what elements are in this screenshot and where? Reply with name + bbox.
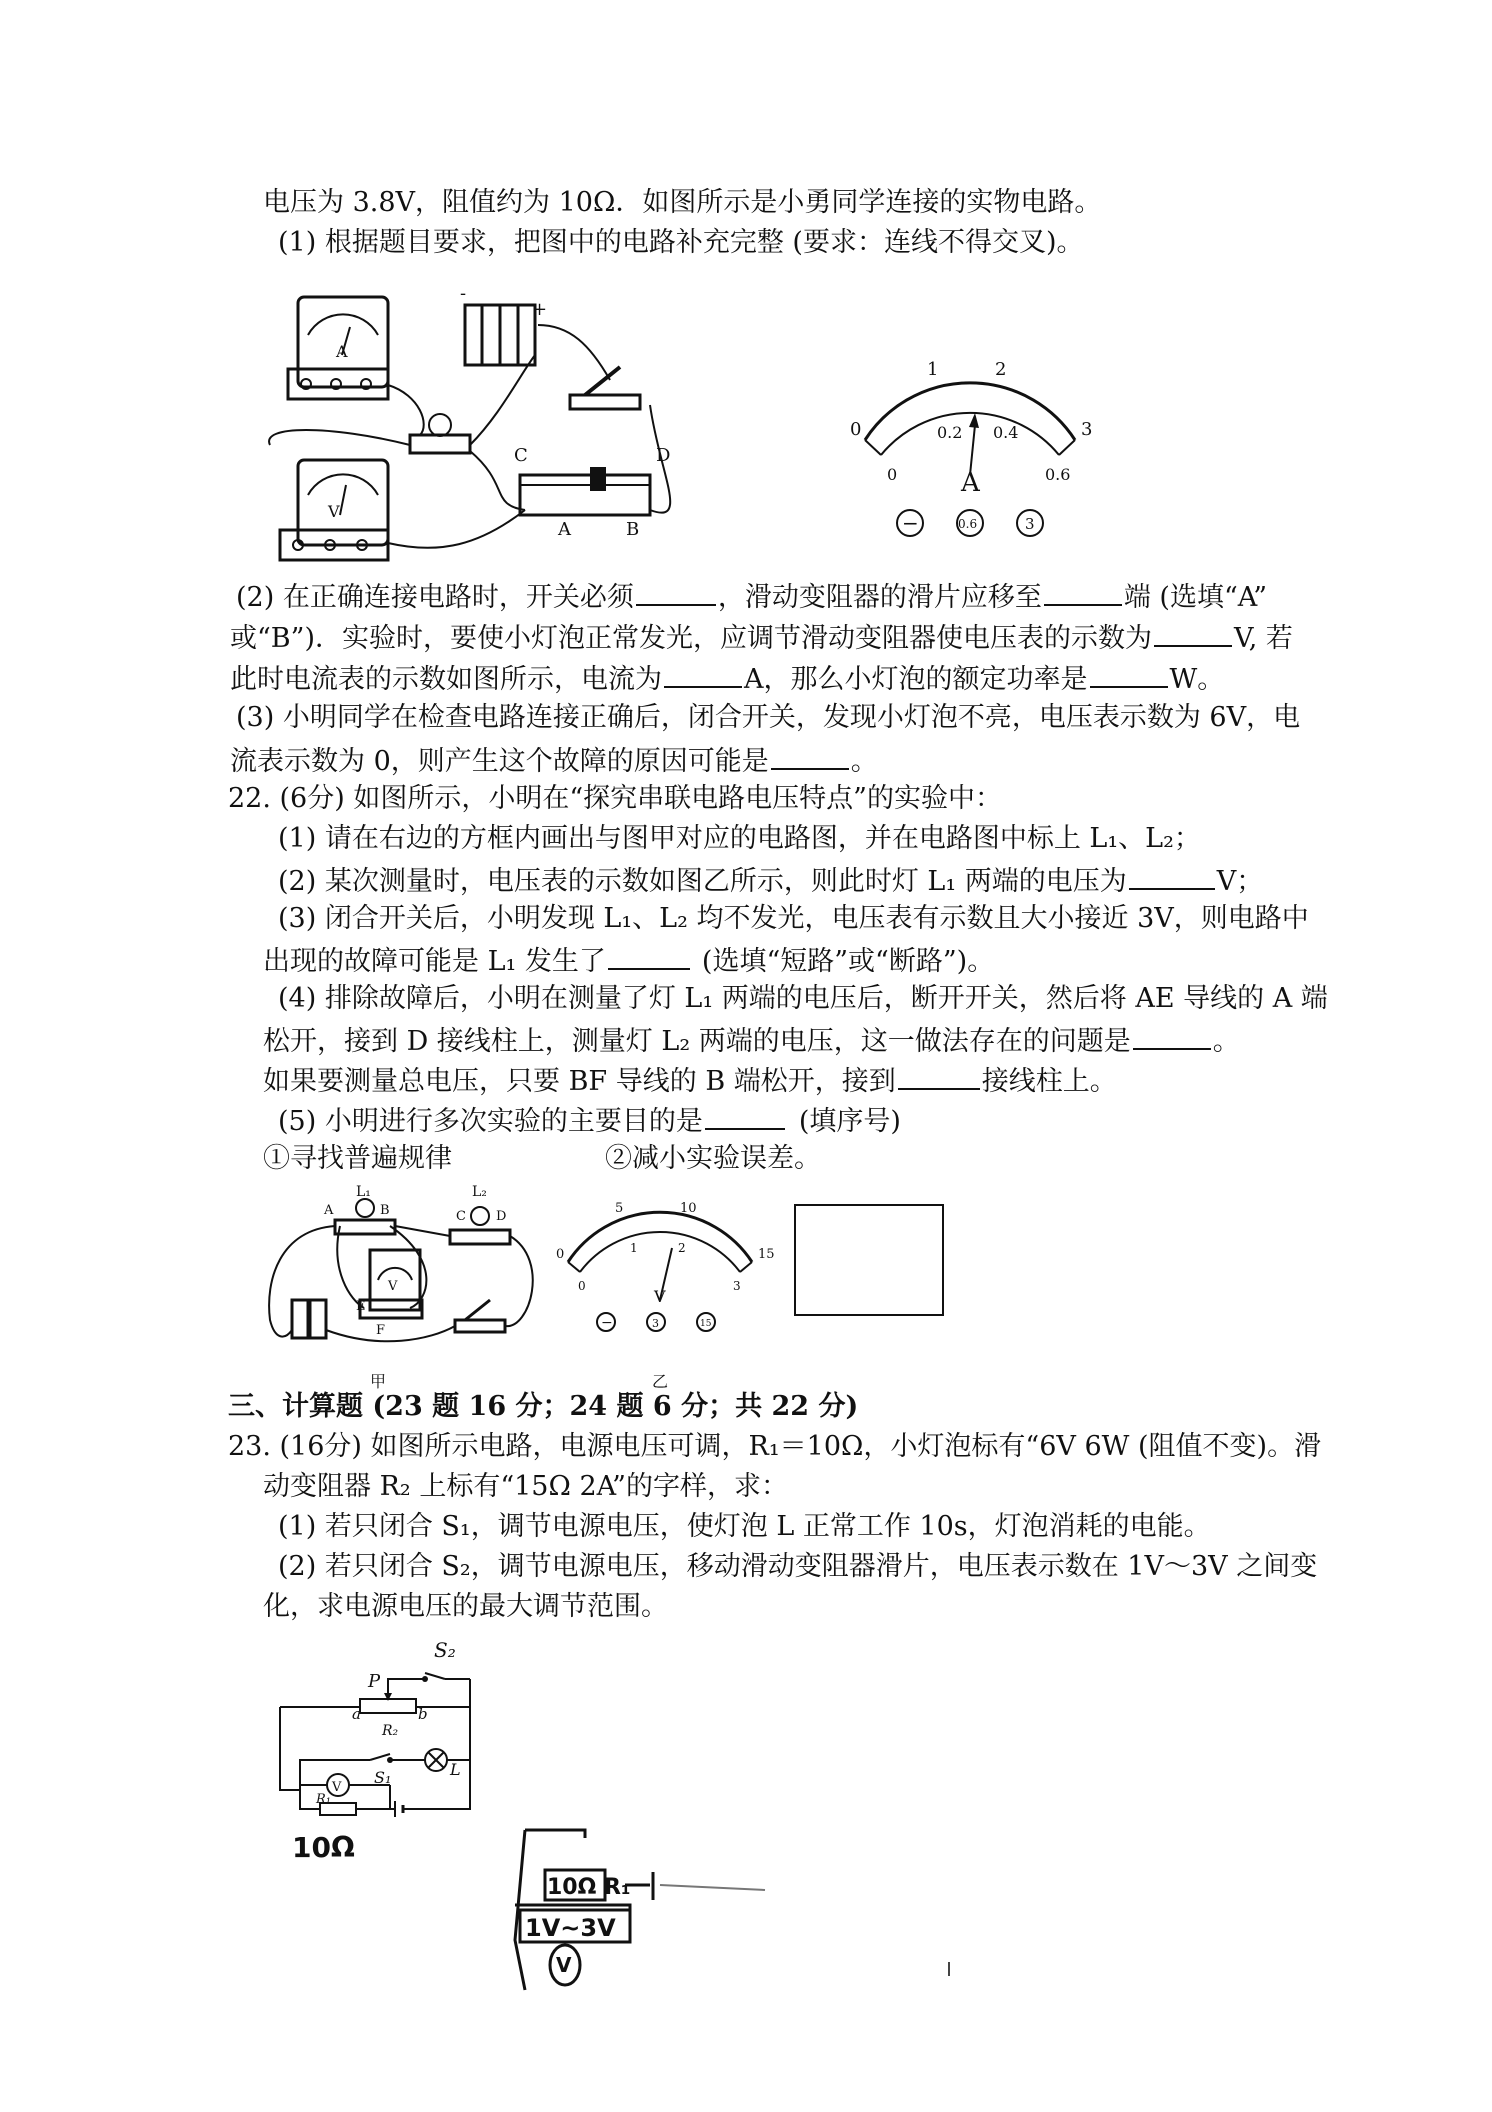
scan-mark xyxy=(948,1962,950,1976)
svg-text:A: A xyxy=(961,468,980,498)
svg-text:1: 1 xyxy=(927,359,939,380)
svg-text:1V~3V: 1V~3V xyxy=(525,1914,616,1942)
q22-part4-line2: 松开，接到 D 接线柱上，测量灯 L₂ 两端的电压，这一做法存在的问题是 。 xyxy=(263,1022,1240,1059)
lamp-icon xyxy=(410,414,470,453)
svg-text:C: C xyxy=(456,1209,466,1224)
svg-text:10: 10 xyxy=(680,1201,697,1216)
svg-text:E: E xyxy=(356,1299,366,1314)
svg-text:0.2: 0.2 xyxy=(937,423,963,442)
svg-text:15: 15 xyxy=(758,1247,775,1262)
svg-text:P: P xyxy=(368,1671,381,1692)
svg-text:2: 2 xyxy=(995,359,1007,380)
section-title: 三、计算题 (23 题 16 分；24 题 6 分；共 22 分) xyxy=(228,1391,859,1422)
ammeter-dial xyxy=(850,359,1092,536)
q22-option-2: ②减小实验误差。 xyxy=(605,1143,821,1174)
q22-part2: (2) 某次测量时，电压表的示数如图乙所示，则此时灯 L₁ 两端的电压为 V； xyxy=(278,862,1263,899)
series-circuit-photo xyxy=(269,1184,533,1341)
q23-head-line1: 23. (16分) 如图所示电路，电源电压可调，R₁＝10Ω，小灯泡标有“6V 6W (阻值不变)。滑 xyxy=(228,1431,1322,1462)
svg-text:A: A xyxy=(324,1203,334,1218)
svg-text:b: b xyxy=(418,1705,428,1723)
q21-part2-line2: 或“B”)．实验时，要使小灯泡正常发光，应调节滑动变阻器使电压表的示数为 V, 若 xyxy=(230,619,1293,656)
svg-text:3: 3 xyxy=(733,1279,741,1293)
q21-circuit-figure xyxy=(270,283,1093,575)
q23-part2-line2: 化，求电源电压的最大调节范围。 xyxy=(263,1591,668,1622)
svg-text:B: B xyxy=(626,519,640,540)
q22-part3-line1: (3) 闭合开关后，小明发现 L₁、L₂ 均不发光，电压表有示数且大小接近 3V，则电路中 xyxy=(278,903,1309,934)
answer-blank[interactable] xyxy=(1129,862,1215,890)
q21-part2-line1: (2) 在正确连接电路时，开关必须 ，滑动变阻器的滑片应移至 端 (选填“A” xyxy=(236,578,1267,615)
svg-text:甲: 甲 xyxy=(370,1372,387,1391)
answer-blank[interactable] xyxy=(636,578,716,606)
q21-part1: (1) 根据题目要求，把图中的电路补充完整 (要求：连线不得交叉)。 xyxy=(278,227,1084,258)
q23-part2-line1: (2) 若只闭合 S₂，调节电源电压，移动滑动变阻器滑片，电压表示数在 1V～3V 之间变 xyxy=(278,1551,1318,1582)
svg-text:D: D xyxy=(656,445,671,466)
svg-text:+: + xyxy=(532,299,548,320)
svg-text:0: 0 xyxy=(556,1247,565,1262)
svg-text:D: D xyxy=(496,1209,507,1224)
q23-handwritten-sketch xyxy=(505,1810,805,2010)
svg-text:S₂: S₂ xyxy=(434,1638,456,1662)
svg-text:V: V xyxy=(328,502,340,521)
svg-text:15: 15 xyxy=(700,1319,712,1329)
svg-text:A: A xyxy=(558,519,571,540)
svg-text:0: 0 xyxy=(850,419,862,440)
svg-text:A: A xyxy=(336,342,348,361)
q23-part1: (1) 若只闭合 S₁，调节电源电压，使灯泡 L 正常工作 10s，灯泡消耗的电能。 xyxy=(278,1511,1211,1542)
svg-text:10Ω: 10Ω xyxy=(292,1831,355,1864)
q21-part3-line2: 流表示数为 0，则产生这个故障的原因可能是 。 xyxy=(230,742,878,779)
svg-text:3: 3 xyxy=(1025,515,1035,533)
answer-blank[interactable] xyxy=(771,742,849,770)
svg-text:S₁: S₁ xyxy=(374,1768,392,1787)
answer-blank[interactable] xyxy=(1133,1022,1211,1050)
q21-part3-line1: (3) 小明同学在检查电路连接正确后，闭合开关，发现小灯泡不亮，电压表示数为 6V，电 xyxy=(236,702,1301,733)
voltmeter-dial xyxy=(556,1201,775,1331)
q22-option-1: ①寻找普遍规律 xyxy=(263,1143,452,1174)
answer-box xyxy=(795,1205,943,1315)
svg-text:0.6: 0.6 xyxy=(1045,465,1071,484)
answer-blank[interactable] xyxy=(1090,660,1168,688)
svg-text:0.6: 0.6 xyxy=(958,517,978,531)
svg-text:乙: 乙 xyxy=(652,1372,669,1391)
q21-intro: 电压为 3.8V，阻值约为 10Ω．如图所示是小勇同学连接的实物电路。 xyxy=(263,187,1102,218)
svg-text:10Ω R₁: 10Ω R₁ xyxy=(547,1875,631,1900)
svg-text:V: V xyxy=(388,1279,398,1294)
q22-part1: (1) 请在右边的方框内画出与图甲对应的电路图，并在电路图中标上 L₁、L₂； xyxy=(278,823,1201,854)
svg-text:1: 1 xyxy=(630,1241,638,1255)
answer-blank[interactable] xyxy=(1044,578,1122,606)
q23-head-line2: 动变阻器 R₂ 上标有“15Ω 2A”的字样，求： xyxy=(263,1471,788,1502)
q22-part4-line1: (4) 排除故障后，小明在测量了灯 L₁ 两端的电压后，断开开关，然后将 AE 导线的 A 端 xyxy=(278,983,1328,1014)
answer-blank[interactable] xyxy=(898,1062,980,1090)
svg-text:0.4: 0.4 xyxy=(993,423,1019,442)
svg-text:L: L xyxy=(450,1760,461,1779)
svg-text:V: V xyxy=(556,1953,572,1977)
voltmeter-icon xyxy=(280,460,388,560)
svg-text:-: - xyxy=(460,283,467,304)
answer-blank[interactable] xyxy=(1154,619,1232,647)
answer-blank[interactable] xyxy=(705,1102,785,1130)
svg-text:3: 3 xyxy=(1081,419,1093,440)
answer-blank[interactable] xyxy=(664,660,742,688)
svg-text:L₁: L₁ xyxy=(356,1184,371,1200)
svg-text:R₁: R₁ xyxy=(316,1792,331,1807)
q22-head: 22. (6分) 如图所示，小明在“探究串联电路电压特点”的实验中： xyxy=(228,783,1002,814)
svg-text:a: a xyxy=(352,1705,361,1723)
svg-text:V: V xyxy=(332,1780,342,1795)
svg-text:F: F xyxy=(376,1323,386,1338)
svg-text:0: 0 xyxy=(887,465,898,484)
answer-blank[interactable] xyxy=(608,942,690,970)
svg-text:−: − xyxy=(902,511,919,535)
ammeter-icon xyxy=(288,297,388,399)
q22-part3-line2: 出现的故障可能是 L₁ 发生了 (选填“短路”或“断路”)。 xyxy=(263,942,994,979)
svg-text:5: 5 xyxy=(615,1201,624,1216)
svg-text:B: B xyxy=(380,1203,390,1218)
svg-text:L₂: L₂ xyxy=(472,1184,487,1200)
svg-text:3: 3 xyxy=(652,1317,659,1330)
q22-part4-line3: 如果要测量总电压，只要 BF 导线的 B 端松开，接到 接线柱上。 xyxy=(263,1062,1117,1099)
svg-text:C: C xyxy=(514,445,528,466)
q22-circuit-figure xyxy=(260,1184,1020,1391)
svg-text:R₂: R₂ xyxy=(382,1723,399,1739)
q22-part5: (5) 小明进行多次实验的主要目的是 (填序号) xyxy=(278,1102,901,1139)
svg-text:V: V xyxy=(654,1287,666,1306)
svg-text:−: − xyxy=(601,1315,613,1331)
q21-part2-line3: 此时电流表的示数如图所示，电流为 A，那么小灯泡的额定功率是 W。 xyxy=(230,660,1224,697)
svg-text:0: 0 xyxy=(578,1279,586,1293)
battery-icon xyxy=(460,283,547,365)
svg-text:2: 2 xyxy=(678,1241,686,1255)
q23-circuit-diagram xyxy=(270,1635,490,1885)
rheostat-icon xyxy=(514,445,670,540)
